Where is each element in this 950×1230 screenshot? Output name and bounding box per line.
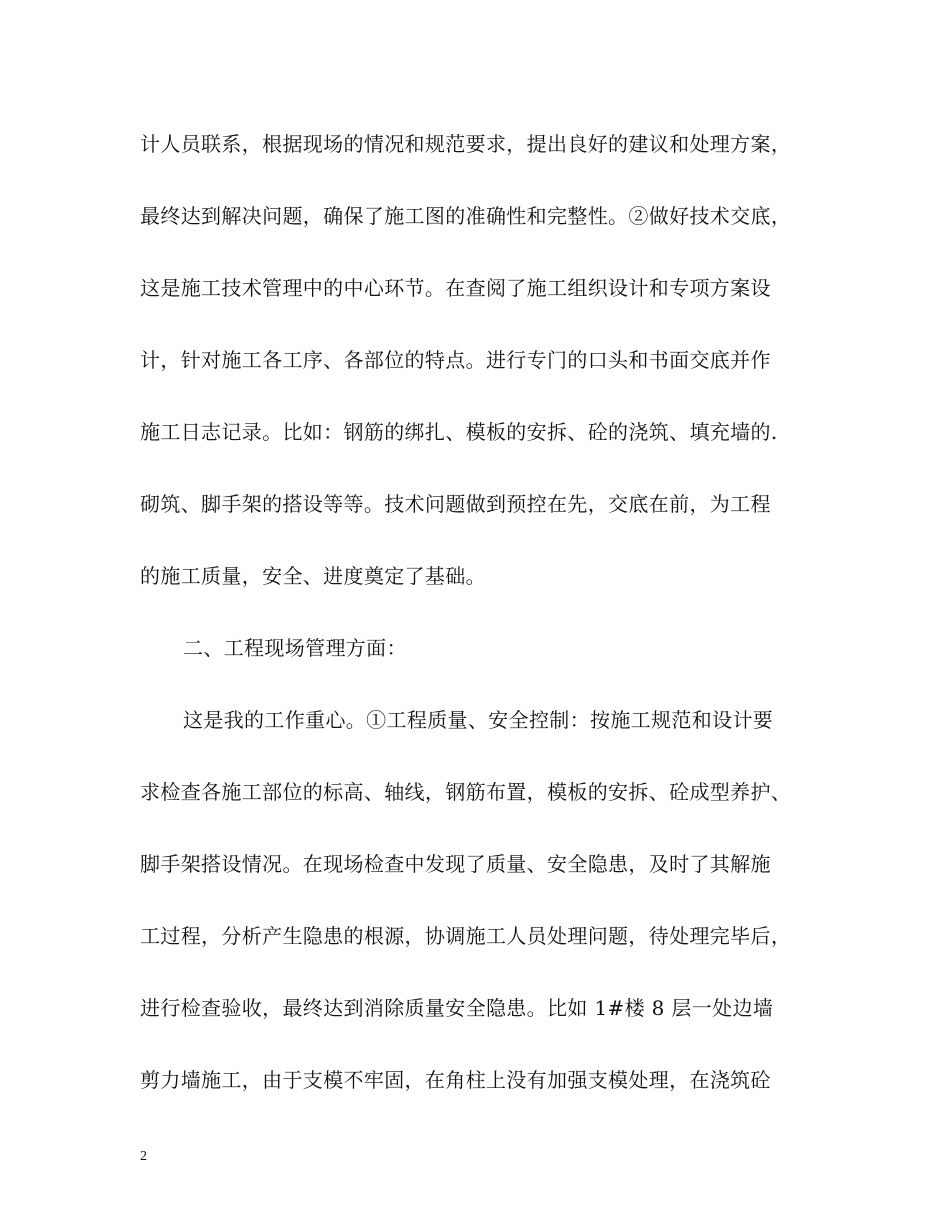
text-line-10: 求检查各施工部位的标高、轴线，钢筋布置，模板的安拆、砼成型养护、: [140, 780, 792, 804]
section-heading: 二、工程现场管理方面：: [183, 636, 407, 660]
text-line-14: 剪力墙施工，由于支模不牢固，在角柱上没有加强支模处理，在浇筑砼: [140, 1068, 771, 1092]
text-line-7: 的施工质量，安全、进度奠定了基础。: [140, 564, 486, 588]
text-line-6: 砌筑、脚手架的搭设等等。技术问题做到预控在先，交底在前，为工程: [140, 492, 771, 516]
text-line-5: 施工日志记录。比如：钢筋的绑扎、模板的安拆、砼的浇筑、填充墙的.: [140, 420, 778, 444]
paragraph-start-line: 这是我的工作重心。①工程质量、安全控制：按施工规范和设计要: [183, 708, 774, 732]
text-line-4: 计，针对施工各工序、各部位的特点。进行专门的口头和书面交底并作: [140, 348, 771, 372]
text-line-12: 工过程，分析产生隐患的根源，协调施工人员处理问题，待处理完毕后，: [140, 924, 792, 948]
text-line-13: 进行检查验收，最终达到消除质量安全隐患。比如 1#楼 8 层一处边墙: [140, 996, 774, 1020]
text-line-11: 脚手架搭设情况。在现场检查中发现了质量、安全隐患，及时了其解施: [140, 852, 771, 876]
page-number: 2: [140, 1149, 147, 1164]
text-line-2: 最终达到解决问题，确保了施工图的准确性和完整性。②做好技术交底，: [140, 204, 792, 228]
text-line-1: 计人员联系，根据现场的情况和规范要求，提出良好的建议和处理方案，: [140, 132, 792, 156]
text-line-3: 这是施工技术管理中的中心环节。在查阅了施工组织设计和专项方案设: [140, 276, 771, 300]
